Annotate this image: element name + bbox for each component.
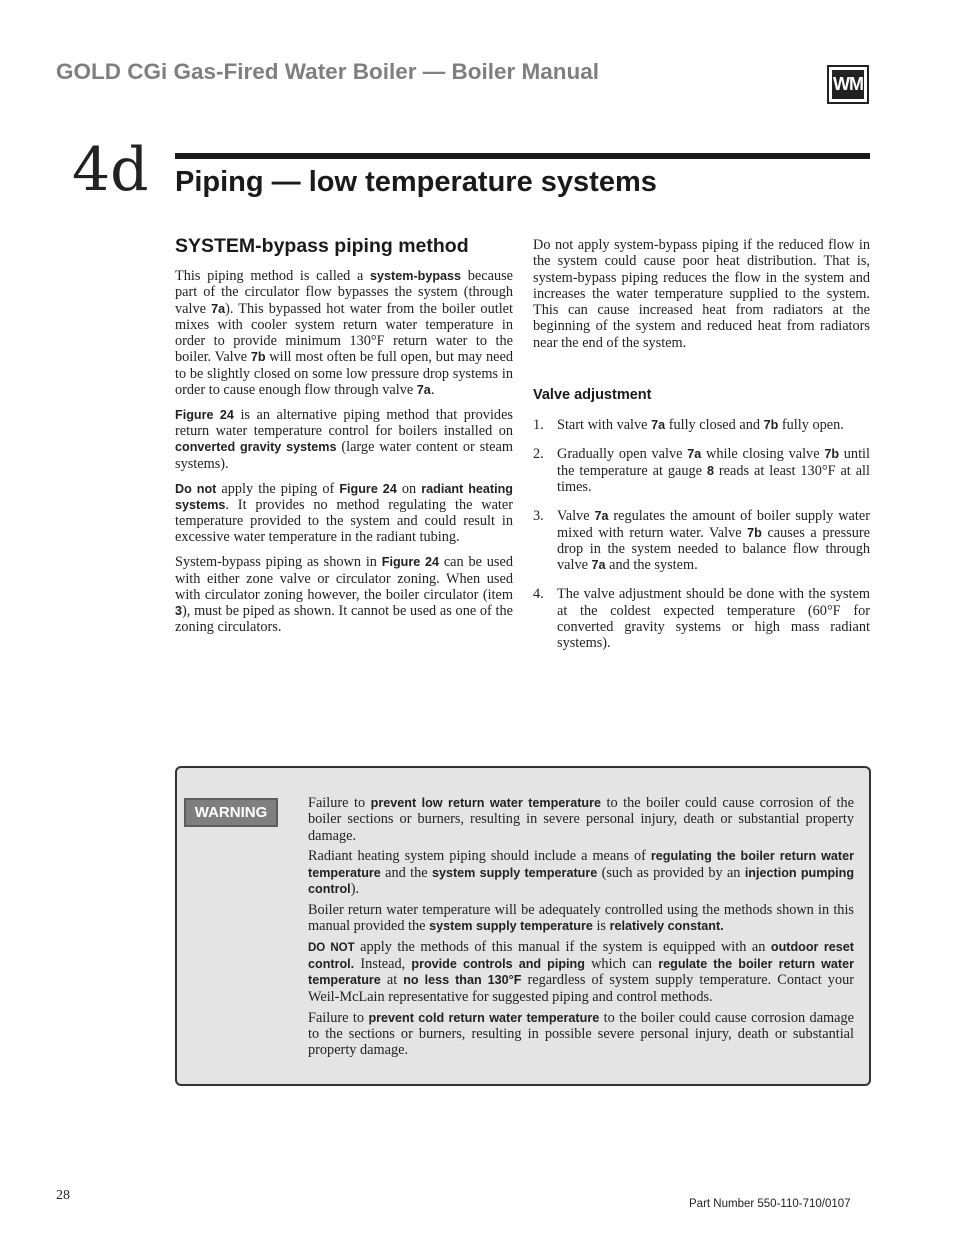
right-column: [533, 237, 870, 665]
list-item: 1. Start with valve 7a fully closed and 7b fully open.: [533, 417, 844, 434]
section-number: 4d: [72, 135, 149, 205]
warning-paragraph: DO NOT apply the methods of this manual if the system is equipped with an outdoor reset control. Instead, provide controls and piping which can regulate the boiler return water temperature at no less than 130°F regardless of system supply temperature. Contact your Weil-McLain representative for suggested piping and control methods.: [308, 938, 855, 1005]
left-column: [175, 234, 513, 644]
paragraph: Do not apply system-bypass piping if the reduced flow in the system could cause poor heat distribution. That is, system-bypass piping reduces the flow in the system and increases the water temperature supplied to the system. This can cause increased heat from radiators at the beginning of the system and reduced heat from radiators near the end of the system.: [533, 237, 870, 351]
valve-adjustment-steps: [533, 417, 870, 652]
warning-text: [308, 795, 854, 1063]
page-number: 28: [56, 1188, 70, 1203]
paragraph: Figure 24 is an alternative piping method that provides return water temperature control for boilers installed on converted gravity systems (large water content or steam systems).: [175, 406, 513, 472]
warning-paragraph: Failure to prevent low return water temperature to the boiler could cause corrosion of the boiler sections or burners, resulting in severe personal injury, death or substantial property damage.: [308, 795, 855, 844]
paragraph: Do not apply the piping of Figure 24 on radiant heating systems. It provides no method regulating the water temperature provided to the system and could result in excessive water temperature in the radiant tubing.: [175, 480, 513, 546]
section-title: Piping — low temperature systems: [175, 166, 657, 198]
warning-label: WARNING: [184, 798, 278, 827]
paragraph: System-bypass piping as shown in Figure 24 can be used with either zone valve or circulator zoning. When used with circulator zoning however, the boiler circulator (item 3), must be piped as shown. It cannot be used as one of the zoning circulators.: [175, 554, 513, 636]
manual-title: GOLD CGi Gas-Fired Water Boiler — Boiler Manual: [56, 59, 599, 84]
warning-paragraph: Failure to prevent cold return water temperature to the boiler could cause corrosion damage to the sections or burners, resulting in possible severe personal injury, death or substantial property damage.: [308, 1009, 854, 1059]
list-item: 4. The valve adjustment should be done with the system at the coldest expected temperature (60°F for converted gravity systems or high mass radiant systems).: [533, 586, 870, 652]
valve-adjustment-heading: Valve adjustment: [533, 387, 652, 404]
list-item: 3. Valve 7a regulates the amount of boiler supply water mixed with return water. Valve 7b causes a pressure drop in the system needed to balance flow through valve 7a and the system.: [533, 508, 870, 574]
warning-paragraph: Boiler return water temperature will be adequately controlled using the methods shown in this manual provided the system supply temperature is relatively constant.: [308, 901, 854, 935]
paragraph: This piping method is called a system-bypass because part of the circulator flow bypasses the system (through valve 7a). This bypassed hot water from the boiler outlet mixes with cooler system return water temperature in order to provide minimum 130°F return water to the boiler. Valve 7b will most often be full open, but may need to be slightly closed on some low pressure drop systems in order to cause enough flow through valve 7a.: [175, 268, 514, 399]
brand-logo: [827, 65, 869, 104]
part-number: [689, 1198, 851, 1210]
list-item: 2. Gradually open valve 7a while closing valve 7b until the temperature at gauge 8 reads at least 130°F at all times.: [533, 446, 871, 495]
logo-text: WM: [832, 70, 864, 99]
subsection-heading: SYSTEM-bypass piping method: [175, 235, 469, 257]
warning-paragraph: Radiant heating system piping should include a means of regulating the boiler return water temperature and the system supply temperature (such as provided by an injection pumping control).: [308, 848, 855, 897]
part-number-value: 550-110-710/0107: [757, 1198, 851, 1210]
part-number-label: Part Number: [689, 1198, 758, 1210]
section-rule: [175, 153, 870, 159]
